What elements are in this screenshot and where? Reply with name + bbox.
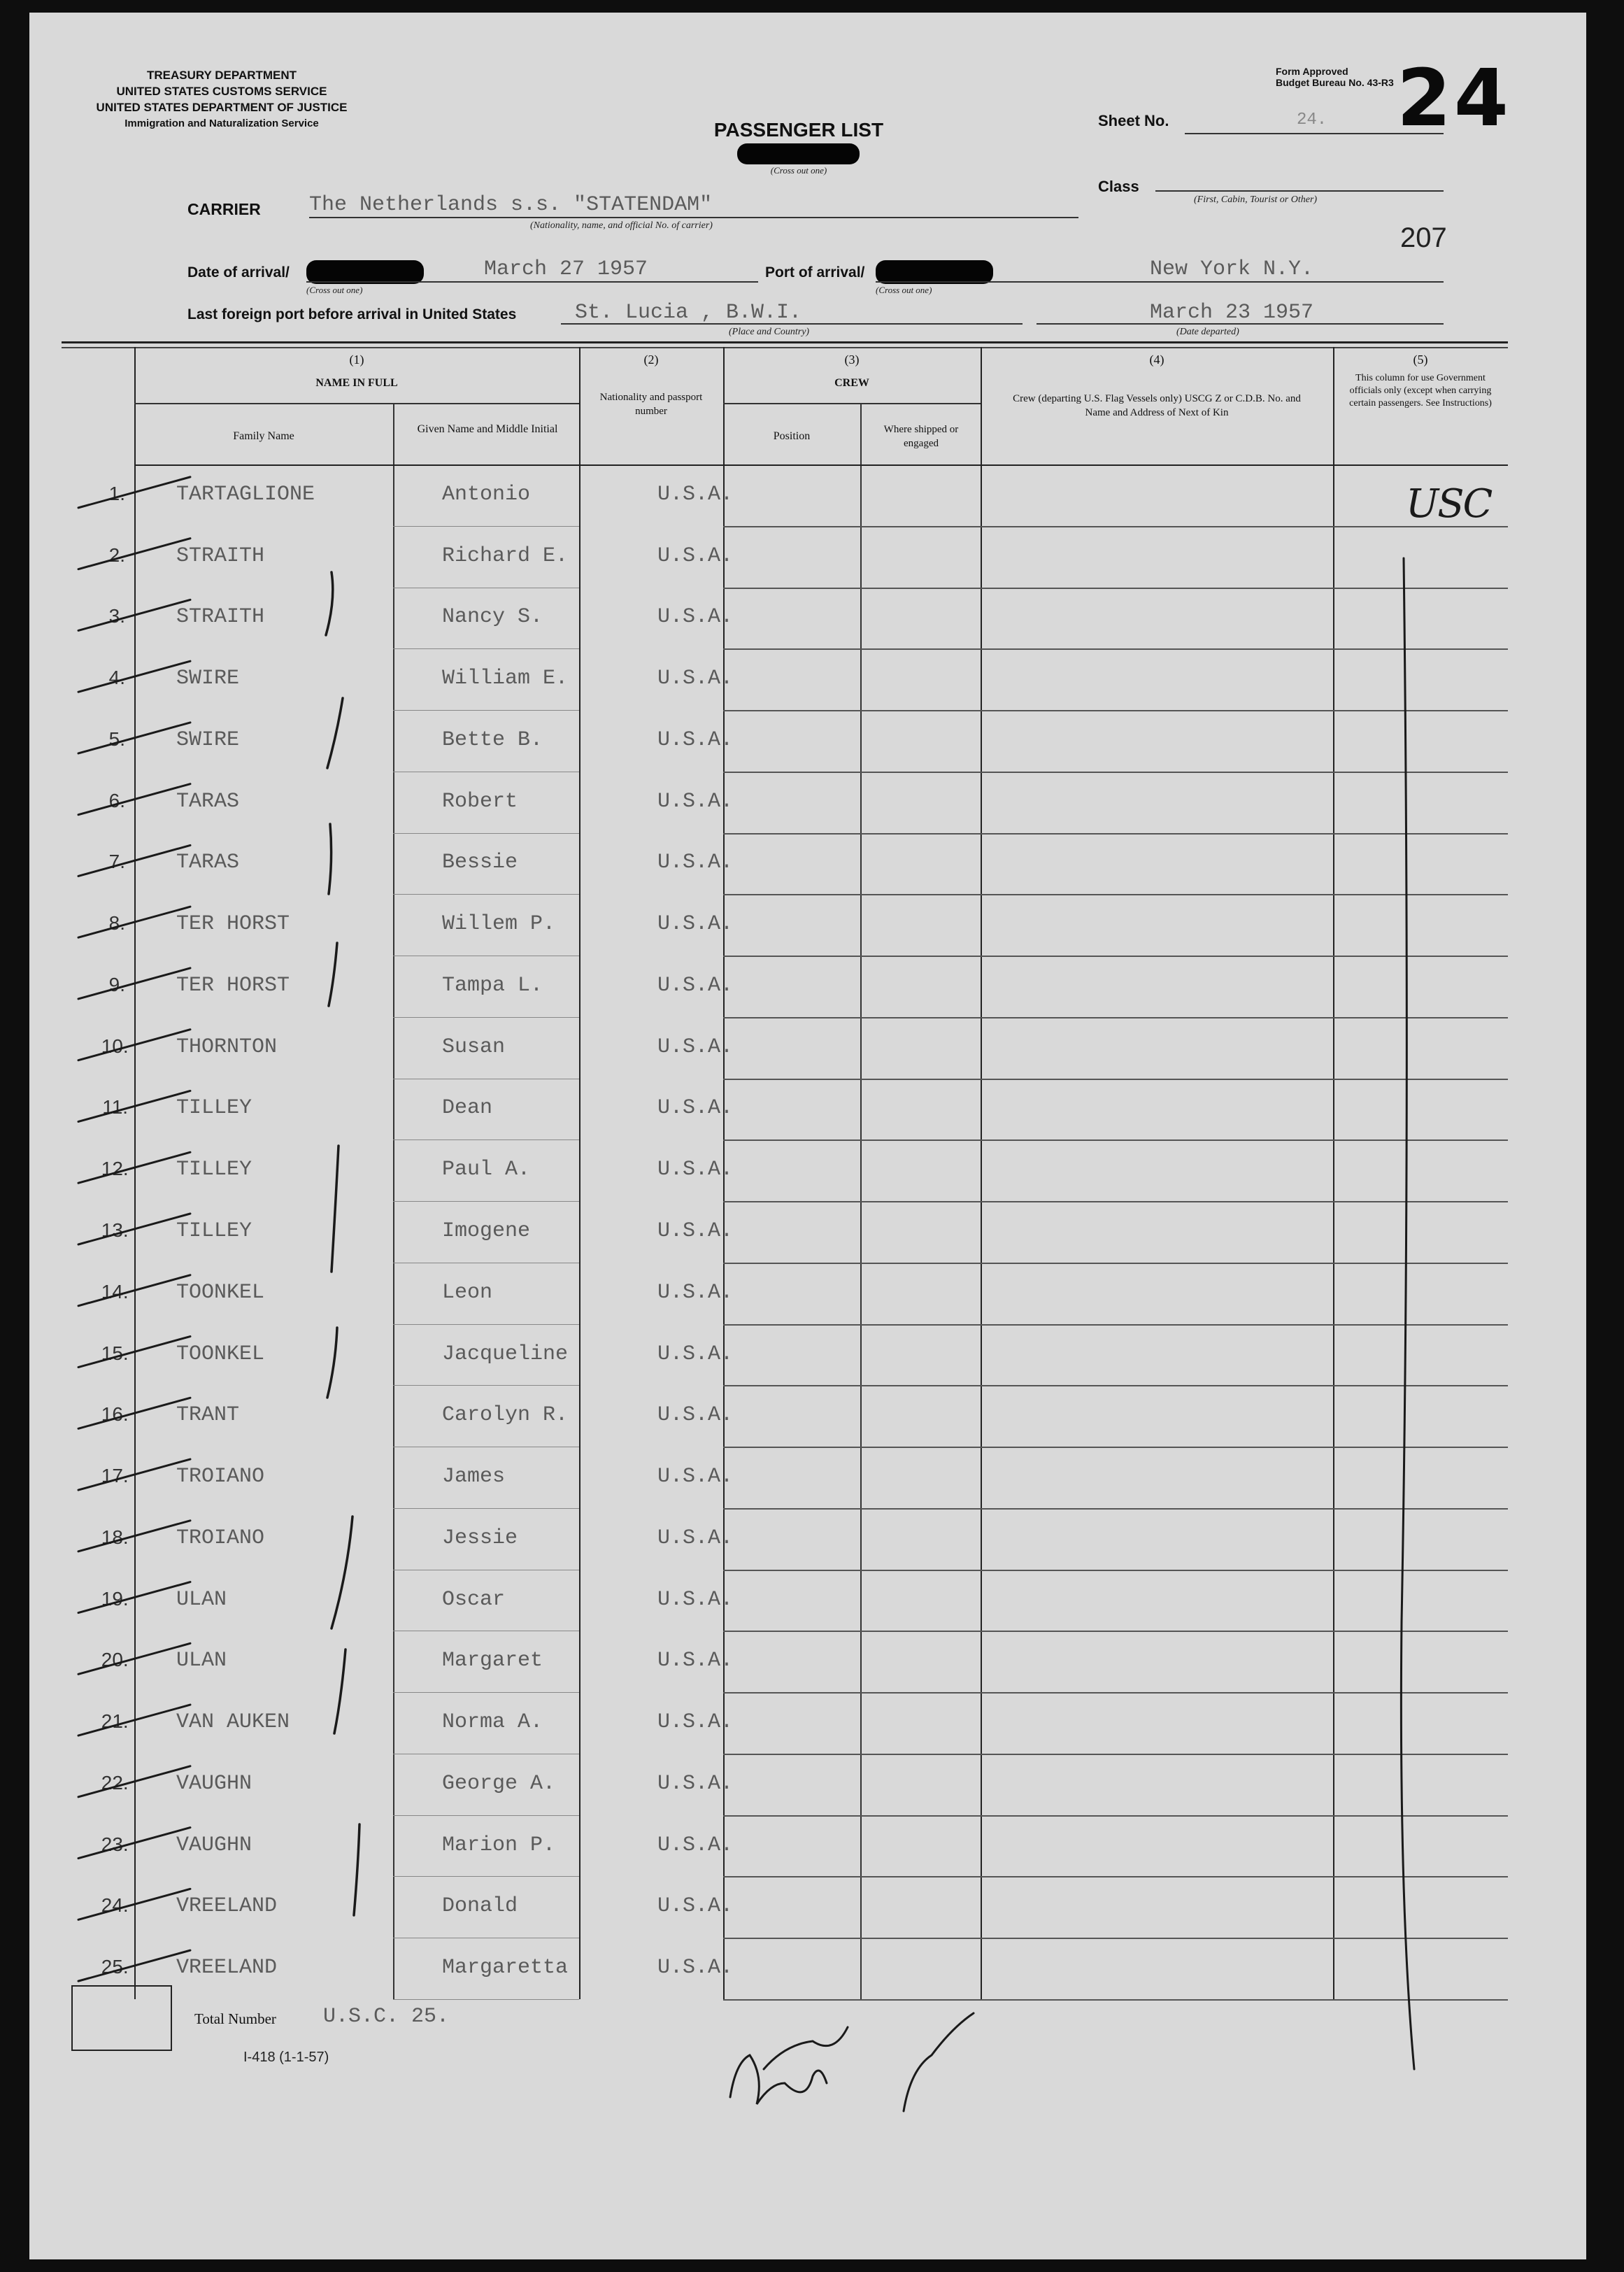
family-name-cell: VREELAND [176, 1894, 278, 1919]
given-name-cell: Imogene [442, 1219, 531, 1243]
given-name-cell: Donald [442, 1894, 518, 1919]
page-number: 207 [1400, 222, 1447, 253]
row-strike-mark [78, 1030, 190, 1060]
check-mark [327, 698, 343, 768]
nationality-cell: U.S.A. [657, 727, 734, 752]
family-name-cell: SWIRE [176, 727, 240, 752]
port-arrival-label: Port of arrival/ [765, 264, 865, 281]
check-mark [354, 1824, 359, 1915]
row-number: 5. [108, 727, 126, 750]
vertical-bracket-mark [1401, 558, 1414, 2069]
given-name-cell: Bessie [442, 851, 518, 875]
form-code: I-418 (1-1-57) [243, 2050, 329, 2065]
check-mark [334, 1649, 346, 1733]
family-name-cell: TILLEY [176, 1096, 252, 1121]
row-strike-mark [78, 907, 190, 937]
row-strike-marks [78, 477, 190, 1981]
row-number: 23. [101, 1833, 129, 1855]
place-note: (Place and Country) [729, 327, 810, 337]
dept-line-2: UNITED STATES CUSTOMS SERVICE [116, 85, 327, 98]
family-name-cell: TARTAGLIONE [176, 482, 315, 506]
col3-title: CREW [834, 377, 869, 389]
given-name-cell: Jessie [442, 1526, 518, 1550]
long-vertical-mark [1401, 558, 1414, 2069]
dept-line-4: Immigration and Naturalization Service [124, 118, 319, 129]
row-number: 13. [101, 1219, 129, 1241]
family-name-cell: TER HORST [176, 912, 290, 937]
check-mark [332, 1517, 352, 1628]
check-marks [326, 572, 359, 1915]
check-mark [326, 572, 333, 635]
row-strike-mark [78, 1214, 190, 1244]
check-mark [329, 943, 337, 1006]
carrier-label: CARRIER [187, 200, 261, 218]
family-name-cell: TILLEY [176, 1158, 252, 1182]
given-name-header: Given Name and Middle Initial [417, 423, 558, 435]
given-name-cell: Susan [442, 1035, 506, 1059]
row-strike-mark [78, 1275, 190, 1306]
row-strike-mark [78, 1582, 190, 1613]
nationality-cell: U.S.A. [657, 1710, 734, 1735]
row-number: 3. [108, 605, 126, 627]
row-number: 12. [101, 1158, 129, 1180]
family-name-cell: TRANT [176, 1403, 240, 1428]
family-name-cell: STRAITH [176, 605, 265, 630]
given-name-cell: Margaretta [442, 1956, 569, 1980]
col4-title: Crew (departing U.S. Flag Vessels only) USCG Z or C.D.B. No. and Name and Address of Next of Kin [1013, 393, 1301, 418]
row-strike-mark [78, 845, 190, 876]
nationality-cell: U.S.A. [657, 912, 734, 937]
row-number: 15. [101, 1342, 129, 1364]
use-mark: USC [1406, 481, 1492, 527]
sheet-label: Sheet No. [1098, 112, 1169, 129]
row-strike-mark [78, 1828, 190, 1859]
col4-number: (4) [1149, 353, 1164, 367]
row-number: 24. [101, 1894, 129, 1917]
nationality-cell: U.S.A. [657, 851, 734, 875]
col3-number: (3) [844, 353, 860, 367]
given-name-cell: Dean [442, 1096, 493, 1121]
given-name-cell: James [442, 1465, 506, 1489]
col5-title: This column for use Government officials only (except when carrying certain passengers. See Instructions) [1349, 373, 1492, 409]
nationality-cell: U.S.A. [657, 1833, 734, 1857]
row-number: 25. [101, 1956, 129, 1978]
row-number: 1. [108, 482, 126, 504]
given-name-cell: Jacqueline [442, 1342, 569, 1366]
family-name-cell: VREELAND [176, 1956, 278, 1980]
handwriting-overlay [29, 13, 1586, 2259]
row-strike-mark [78, 1889, 190, 1919]
col1-number: (1) [349, 353, 364, 367]
check-mark [332, 1146, 339, 1272]
given-name-cell: Leon [442, 1280, 493, 1305]
family-name-cell: TER HORST [176, 973, 290, 997]
family-name-cell: TROIANO [176, 1465, 265, 1489]
position-header: Position [773, 430, 811, 442]
row-strike-mark [78, 723, 190, 753]
check-mark [329, 824, 332, 894]
family-name-cell: TARAS [176, 789, 240, 814]
carrier-value: The Netherlands s.s. "STATENDAM" [309, 193, 713, 217]
form-approved-text: Form Approved [1276, 66, 1348, 77]
nationality-cell: U.S.A. [657, 1465, 734, 1489]
dept-line-1: TREASURY DEPARTMENT [146, 69, 297, 82]
given-name-cell: Carolyn R. [442, 1403, 569, 1428]
family-name-cell: VAUGHN [176, 1771, 252, 1796]
cross-out-note: (Cross out one) [770, 165, 827, 176]
row-strike-mark [78, 1152, 190, 1183]
nationality-cell: U.S.A. [657, 973, 734, 997]
given-name-cell: Bette B. [442, 727, 543, 752]
nationality-cell: U.S.A. [657, 667, 734, 691]
port-arrival-value: New York N.Y. [1150, 257, 1314, 281]
row-strike-mark [78, 1459, 190, 1490]
family-name-cell: STRAITH [176, 544, 265, 568]
row-number: 19. [101, 1587, 129, 1610]
family-name-cell: TOONKEL [176, 1280, 265, 1305]
row-number: 18. [101, 1526, 129, 1548]
row-strike-mark [78, 784, 190, 815]
row-strike-mark [78, 1337, 190, 1368]
given-name-cell: Nancy S. [442, 605, 543, 630]
given-name-cell: Richard E. [442, 544, 569, 568]
nationality-cell: U.S.A. [657, 1280, 734, 1305]
last-port-value: St. Lucia , B.W.I. [575, 301, 802, 325]
nationality-cell: U.S.A. [657, 1158, 734, 1182]
col1-title: NAME IN FULL [315, 377, 398, 389]
row-strike-mark [78, 1705, 190, 1735]
given-name-cell: Paul A. [442, 1158, 531, 1182]
row-strike-mark [78, 477, 190, 508]
nationality-cell: U.S.A. [657, 1219, 734, 1243]
check-mark [327, 1328, 337, 1398]
nationality-cell: U.S.A. [657, 544, 734, 568]
given-name-cell: Margaret [442, 1649, 543, 1673]
row-strike-mark [78, 1643, 190, 1674]
row-strike-mark [78, 539, 190, 569]
last-port-label: Last foreign port before arrival in United States [187, 306, 517, 322]
given-name-cell: George A. [442, 1771, 556, 1796]
budget-bureau-text: Budget Bureau No. 43-R3 [1276, 77, 1394, 88]
row-number: 17. [101, 1465, 129, 1487]
row-number: 8. [108, 912, 126, 935]
nationality-cell: U.S.A. [657, 1096, 734, 1121]
row-number: 6. [108, 789, 126, 811]
nationality-cell: U.S.A. [657, 1403, 734, 1428]
row-number: 4. [108, 667, 126, 689]
row-strike-mark [78, 1521, 190, 1552]
nationality-cell: U.S.A. [657, 605, 734, 630]
signature-mark [730, 2013, 974, 2111]
class-note: (First, Cabin, Tourist or Other) [1194, 194, 1318, 205]
given-name-cell: Willem P. [442, 912, 556, 937]
signature-stroke [730, 2055, 827, 2104]
row-number: 10. [101, 1035, 129, 1057]
row-number: 20. [101, 1649, 129, 1671]
dept-line-3: UNITED STATES DEPARTMENT OF JUSTICE [96, 101, 348, 114]
signature-stroke [764, 2027, 848, 2069]
row-number: 2. [108, 544, 126, 566]
col2-number: (2) [643, 353, 659, 367]
date-cross-note: (Cross out one) [306, 285, 363, 295]
given-name-cell: Oscar [442, 1587, 506, 1612]
total-number-label: Total Number [194, 2010, 276, 2027]
given-name-cell: Marion P. [442, 1833, 556, 1857]
row-number: 22. [101, 1771, 129, 1794]
row-number: 9. [108, 973, 126, 995]
sheet-small-number: 24. [1297, 111, 1327, 129]
row-number: 11. [102, 1096, 129, 1119]
nationality-cell: U.S.A. [657, 482, 734, 506]
row-strike-mark [78, 1950, 190, 1981]
page-title: PASSENGER LIST [713, 119, 884, 141]
row-strike-mark [78, 1766, 190, 1797]
given-name-cell: Antonio [442, 482, 531, 506]
family-name-cell: THORNTON [176, 1035, 278, 1059]
col2-title: Nationality and passport number [599, 392, 703, 417]
nationality-cell: U.S.A. [657, 1526, 734, 1550]
family-name-cell: TILLEY [176, 1219, 252, 1243]
port-cross-note: (Cross out one) [876, 285, 932, 295]
date-departed-value: March 23 1957 [1150, 301, 1314, 325]
family-name-cell: VAUGHN [176, 1833, 252, 1857]
nationality-cell: U.S.A. [657, 1649, 734, 1673]
nationality-cell: U.S.A. [657, 1035, 734, 1059]
shipped-header: Where shipped or engaged [883, 424, 959, 449]
date-arrival-label: Date of arrival/ [187, 264, 290, 281]
document-page [29, 13, 1586, 2259]
row-strike-mark [78, 1091, 190, 1121]
nationality-cell: U.S.A. [657, 1771, 734, 1796]
family-name-cell: TARAS [176, 851, 240, 875]
given-name-cell: Tampa L. [442, 973, 543, 997]
family-name-cell: ULAN [176, 1587, 227, 1612]
total-number-value: U.S.C. 25. [323, 2005, 450, 2029]
signature-stroke [904, 2013, 974, 2111]
date-arrival-value: March 27 1957 [484, 257, 648, 281]
nationality-cell: U.S.A. [657, 1894, 734, 1919]
row-strike-mark [78, 968, 190, 999]
given-name-cell: William E. [442, 667, 569, 691]
family-name-cell: TROIANO [176, 1526, 265, 1550]
row-strike-mark [78, 599, 190, 630]
nationality-cell: U.S.A. [657, 1342, 734, 1366]
nationality-cell: U.S.A. [657, 1956, 734, 1980]
family-name-cell: ULAN [176, 1649, 227, 1673]
family-name-header: Family Name [233, 430, 294, 442]
family-name-cell: TOONKEL [176, 1342, 265, 1366]
date-departed-note: (Date departed) [1176, 327, 1239, 337]
nationality-cell: U.S.A. [657, 789, 734, 814]
class-label: Class [1098, 178, 1139, 195]
row-strike-mark [78, 661, 190, 692]
row-number: 16. [101, 1403, 129, 1426]
nationality-cell: U.S.A. [657, 1587, 734, 1612]
family-name-cell: VAN AUKEN [176, 1710, 290, 1735]
col5-number: (5) [1413, 353, 1428, 367]
family-name-cell: SWIRE [176, 667, 240, 691]
given-name-cell: Robert [442, 789, 518, 814]
row-number: 14. [101, 1280, 129, 1302]
row-strike-mark [78, 1398, 190, 1428]
row-number: 21. [101, 1710, 129, 1733]
row-number: 7. [108, 851, 126, 873]
given-name-cell: Norma A. [442, 1710, 543, 1735]
carrier-note: (Nationality, name, and official No. of carrier) [530, 220, 713, 231]
sheet-number: 24 [1397, 53, 1511, 144]
